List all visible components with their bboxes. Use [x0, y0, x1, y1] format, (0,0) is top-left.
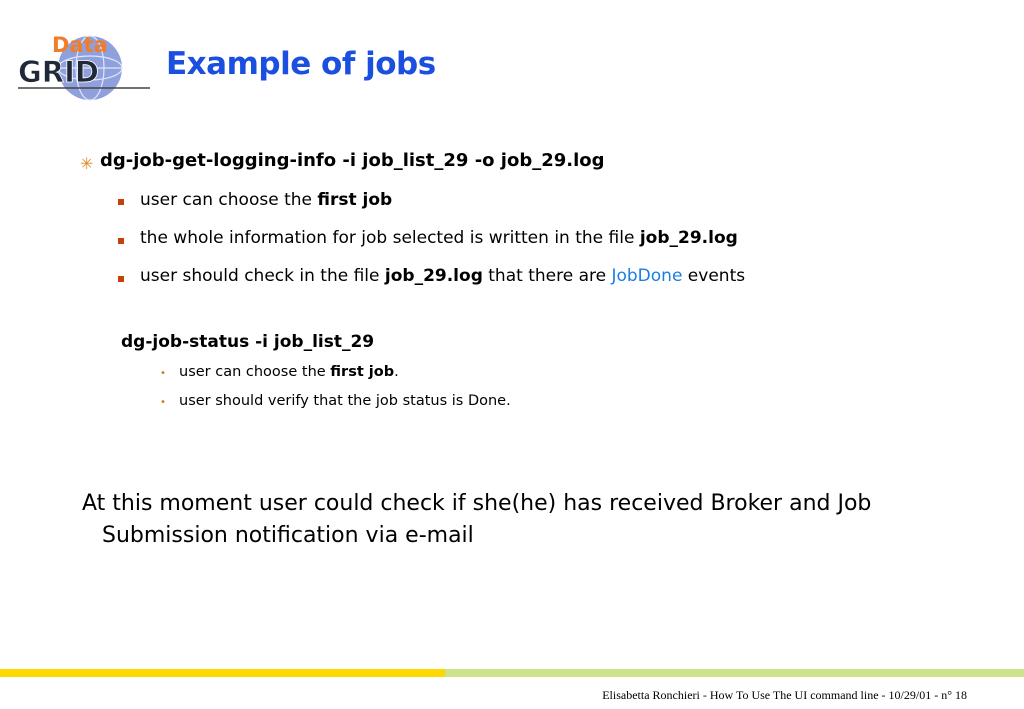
square-bullet-icon: [118, 238, 124, 244]
jobdone-highlight: JobDone: [611, 266, 683, 286]
command-job-status: dg-job-status -i job_list_29: [121, 332, 375, 352]
list-item: user should check in the file job_29.log that there are JobDone events: [140, 266, 746, 286]
dot-bullet-icon: •: [160, 397, 166, 408]
list-item: the whole information for job selected is written in the file job_29.log: [140, 228, 738, 248]
notification-paragraph: At this moment user could check if she(he) has received Broker and Job Submission notification via e-mail: [82, 491, 872, 548]
list-item: user can choose the first job: [140, 190, 393, 210]
command-logging-info: dg-job-get-logging-info -i job_list_29 -o job_29.log: [100, 150, 605, 171]
footer-bar-left: [0, 669, 445, 677]
dot-bullet-icon: •: [160, 368, 166, 379]
list-item: user should verify that the job status is Done.: [179, 393, 511, 409]
square-bullet-icon: [118, 199, 124, 205]
logo-word-top: Data: [52, 33, 108, 57]
logo-word-bottom: GRID: [18, 55, 99, 89]
footer-bar-right: [445, 669, 1024, 677]
footer-text: Elisabetta Ronchieri - How To Use The UI command line - 10/29/01 - n° 18: [602, 688, 967, 702]
star-bullet-icon: ✳: [80, 154, 94, 173]
list-item: user can choose the first job.: [179, 364, 399, 380]
slide-title: Example of jobs: [166, 46, 436, 82]
datagrid-logo: [16, 30, 156, 102]
square-bullet-icon: [118, 276, 124, 282]
